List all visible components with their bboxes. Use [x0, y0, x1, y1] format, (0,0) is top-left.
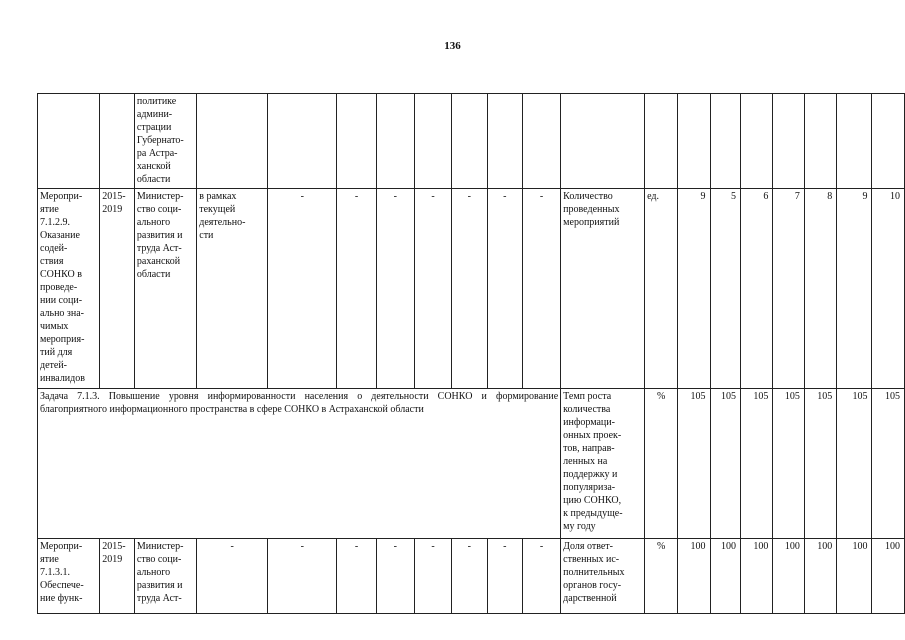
cell-unit: ед.: [645, 189, 678, 389]
cell-name: Меропри- ятие 7.1.3.1. Обеспече- ние функ-: [38, 539, 100, 614]
cell-indicator: Доля ответ- ственных ис- полнительных органов госу- дарственной: [561, 539, 645, 614]
cell-dash: -: [268, 539, 337, 614]
cell-executor: политике админи- страции Губернато- ра Астра- ханской области: [134, 94, 196, 189]
table-row: [38, 539, 905, 614]
cell-value: 9: [837, 189, 872, 389]
cell-value: 10: [872, 189, 905, 389]
cell-dash: -: [452, 539, 487, 614]
page-number: 136: [444, 40, 461, 52]
cell-value: 100: [872, 539, 905, 614]
cell-value: 100: [678, 539, 710, 614]
cell-dash: -: [414, 189, 451, 389]
cell-executor: Министер- ство соци- ального развития и труда Аст-: [134, 539, 196, 614]
cell-dash: -: [487, 189, 522, 389]
cell-value: 100: [741, 539, 773, 614]
cell-unit: %: [645, 539, 678, 614]
cell-value: 105: [837, 389, 872, 539]
cell-value: 105: [741, 389, 773, 539]
table-row: [38, 94, 905, 189]
cell-value: 100: [804, 539, 836, 614]
cell-dash: -: [337, 539, 376, 614]
cell-period: 2015- 2019: [100, 539, 135, 614]
cell-value: 7: [773, 189, 804, 389]
cell-value: 9: [678, 189, 710, 389]
cell-period: 2015- 2019: [100, 189, 135, 389]
cell-value: 105: [773, 389, 804, 539]
cell-value: 100: [837, 539, 872, 614]
table-row: [38, 389, 905, 539]
cell-dash: -: [414, 539, 451, 614]
cell-indicator: Количество проведенных мероприятий: [561, 189, 645, 389]
cell-dash: -: [376, 189, 414, 389]
cell-indicator: Темп роста количества информаци- онных проек- тов, направ- ленных на поддержку и популяриза- цию СОНКО, к предыдуще- му году: [561, 389, 645, 539]
cell-dash: -: [337, 189, 376, 389]
cell-funding: [197, 94, 268, 189]
cell-dash: -: [487, 539, 522, 614]
cell-value: 100: [773, 539, 804, 614]
cell-dash: -: [452, 189, 487, 389]
cell-funding: -: [197, 539, 268, 614]
cell-value: 105: [872, 389, 905, 539]
task-title: Задача 7.1.3. Повышение уровня информированности населения о деятельности СОНКО и формирование благоприятного информационного пространства в сфере СОНКО в Астраханской области: [38, 389, 561, 539]
cell-dash: -: [522, 189, 560, 389]
cell-executor: Министер- ство соци- ального развития и труда Аст- раханской области: [134, 189, 196, 389]
cell-value: 100: [710, 539, 740, 614]
cell-value: 6: [741, 189, 773, 389]
cell-period: [100, 94, 135, 189]
cell-funding: в рамках текущей деятельно- сти: [197, 189, 268, 389]
cell-indicator: [561, 94, 645, 189]
cell-name: [38, 94, 100, 189]
cell-dash: -: [376, 539, 414, 614]
cell-value: 8: [804, 189, 836, 389]
cell-value: 105: [804, 389, 836, 539]
cell-unit: %: [645, 389, 678, 539]
table-row: [38, 189, 905, 389]
cell-value: 5: [710, 189, 740, 389]
program-table: [37, 93, 905, 614]
cell-unit: [645, 94, 678, 189]
cell-name: Меропри- ятие 7.1.2.9. Оказание содей- ствия СОНКО в проведе- нии соци- ально зна- чимых мероприя- тий для детей- инвалидов: [38, 189, 100, 389]
cell-dash: -: [522, 539, 560, 614]
cell-dash: -: [268, 189, 337, 389]
cell-value: 105: [678, 389, 710, 539]
cell-value: 105: [710, 389, 740, 539]
